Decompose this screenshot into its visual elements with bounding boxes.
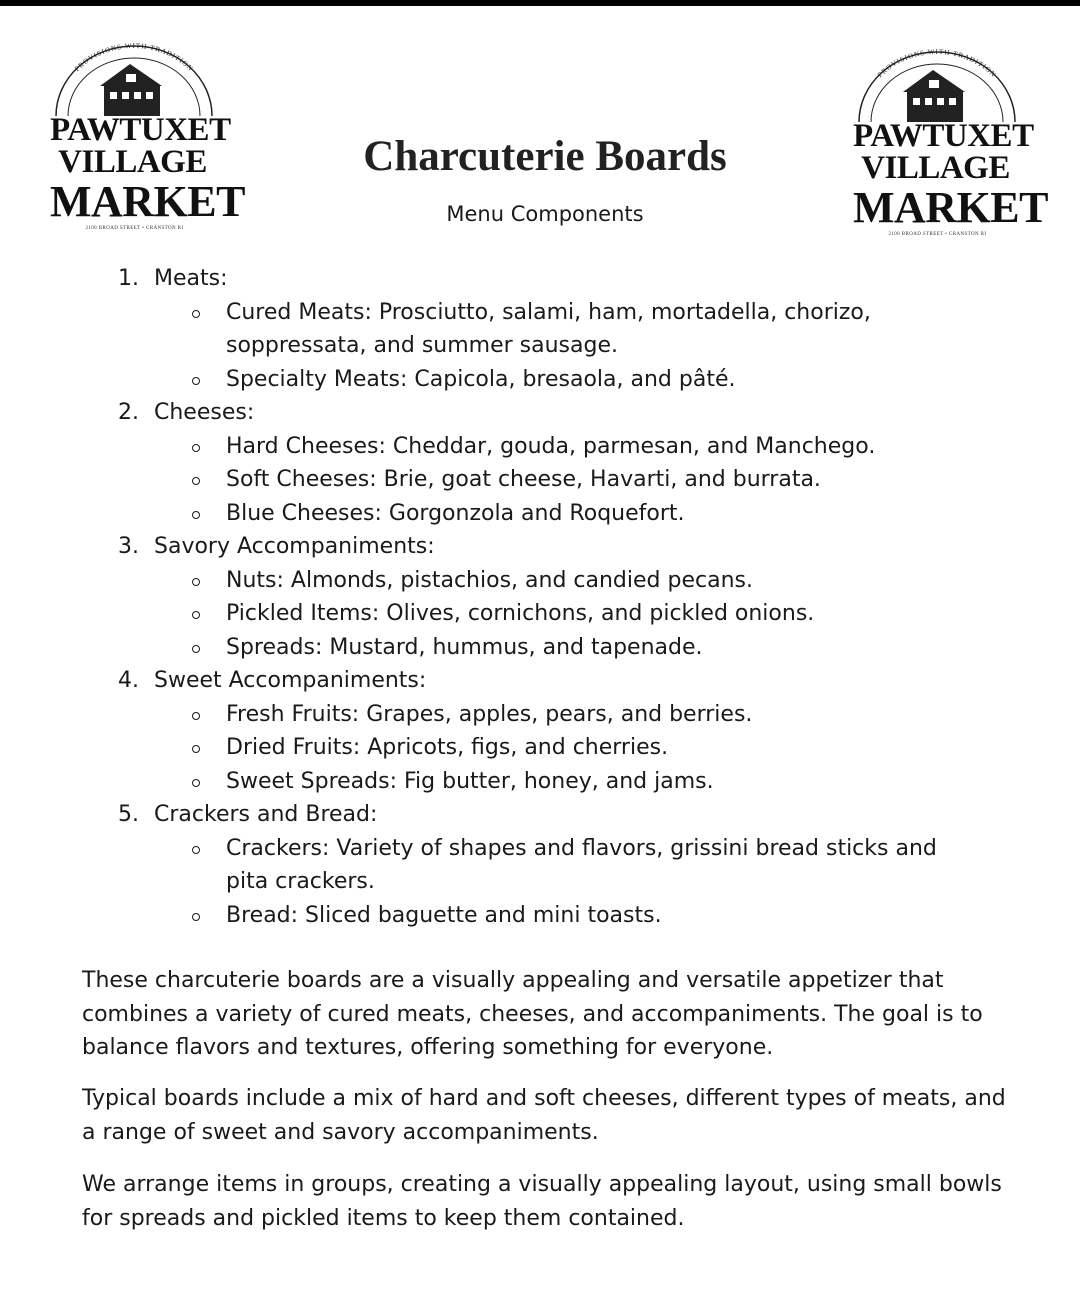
- category-name: Sweet Accompaniments:: [154, 668, 427, 693]
- page-title: Charcuterie Boards: [363, 133, 727, 180]
- category-name: Crackers and Bread:: [154, 802, 378, 827]
- item-description: : Fig butter, honey, and jams.: [389, 768, 714, 794]
- item-name: Sweet Spreads: [226, 768, 390, 794]
- svg-text:PROVISIONS WITH TRADITION: PROVISIONS WITH TRADITION: [73, 41, 195, 74]
- logo-word-3: MARKET: [853, 183, 1048, 232]
- item-description: : Almonds, pistachios, and candied pecans.: [276, 567, 753, 593]
- item-name: Blue Cheeses: [226, 500, 375, 526]
- item-description: : Sliced baguette and mini toasts.: [290, 902, 662, 928]
- hollow-bullet-icon: [192, 846, 200, 854]
- category-number: 2.: [118, 400, 139, 425]
- item-name: Cured Meats: [226, 299, 365, 325]
- menu-components-list: [118, 262, 1018, 932]
- hollow-bullet-icon: [192, 511, 200, 519]
- category-number: 3.: [118, 534, 139, 559]
- menu-item: [118, 463, 1018, 497]
- category-number: 1.: [118, 266, 139, 291]
- hollow-bullet-icon: [192, 712, 200, 720]
- item-name: Hard Cheeses: [226, 433, 379, 459]
- item-description: : Grapes, apples, pears, and berries.: [351, 701, 753, 727]
- logo-word-2: VILLAGE: [58, 144, 207, 180]
- logo-word-1: PAWTUXET: [50, 112, 231, 148]
- item-description: : Gorgonzola and Roquefort.: [374, 500, 685, 526]
- hollow-bullet-icon: [192, 477, 200, 485]
- menu-item: [118, 899, 1018, 933]
- hollow-bullet-icon: [192, 310, 200, 318]
- store-building-icon: [50, 38, 220, 118]
- menu-category: [118, 262, 1018, 296]
- item-name: Specialty Meats: [226, 366, 400, 392]
- description-paragraph: Typical boards include a mix of hard and soft cheeses, different types of meats, and a range of sweet and savory accompaniments.: [82, 1086, 1006, 1145]
- hollow-bullet-icon: [192, 611, 200, 619]
- hollow-bullet-icon: [192, 645, 200, 653]
- menu-item: [118, 363, 1018, 397]
- page-subtitle: Menu Components: [446, 202, 644, 226]
- item-description: : Prosciutto, salami, ham, mortadella, chorizo, soppressata, and summer sausage.: [226, 299, 871, 358]
- menu-category: [118, 664, 1018, 698]
- logo-word-1: PAWTUXET: [853, 118, 1034, 154]
- logo-address: 2100 BROAD STREET • CRANSTON RI: [888, 232, 987, 237]
- menu-category: [118, 396, 1018, 430]
- market-logo-left: [50, 38, 245, 238]
- item-name: Dried Fruits: [226, 735, 353, 760]
- menu-item: [118, 698, 1018, 732]
- category-number: 4.: [118, 668, 139, 693]
- top-border: [0, 0, 1080, 6]
- item-name: Bread: [226, 902, 291, 928]
- menu-item: [118, 296, 1018, 363]
- category-number: 5.: [118, 802, 139, 827]
- menu-category: [118, 798, 1018, 832]
- hollow-bullet-icon: [192, 745, 200, 753]
- menu-item: [118, 564, 1018, 598]
- menu-item: [118, 430, 1018, 464]
- item-name: Fresh Fruits: [226, 701, 352, 727]
- svg-text:PROVISIONS WITH TRADITION: PROVISIONS WITH TRADITION: [876, 47, 998, 80]
- description-paragraph: These charcuterie boards are a visually appealing and versatile appetizer that combines a variety of cured meats, cheeses, and accompaniments. The goal is to balance flavors and textures, offering something for everyone.: [82, 968, 983, 1060]
- menu-item: [118, 832, 1018, 899]
- hollow-bullet-icon: [192, 377, 200, 385]
- hollow-bullet-icon: [192, 779, 200, 787]
- item-description: : Mustard, hummus, and tapenade.: [314, 634, 703, 660]
- category-name: Meats:: [154, 266, 228, 291]
- item-description: : Olives, cornichons, and pickled onions.: [371, 601, 815, 626]
- item-name: Soft Cheeses: [226, 467, 370, 492]
- menu-category: [118, 530, 1018, 564]
- menu-item: [118, 765, 1018, 799]
- menu-item: [118, 631, 1018, 665]
- item-description: : Cheddar, gouda, parmesan, and Manchego.: [378, 433, 876, 459]
- item-name: Crackers: [226, 835, 322, 861]
- menu-item: [118, 497, 1018, 531]
- item-description: : Apricots, figs, and cherries.: [352, 735, 669, 760]
- category-name: Savory Accompaniments:: [154, 534, 435, 559]
- item-name: Spreads: [226, 634, 315, 660]
- hollow-bullet-icon: [192, 444, 200, 452]
- menu-item: [118, 731, 1018, 765]
- item-name: Nuts: [226, 567, 277, 593]
- item-description: : Variety of shapes and flavors, grissini bread sticks and pita crackers.: [226, 835, 937, 894]
- category-name: Cheeses:: [154, 400, 255, 425]
- menu-item: [118, 597, 1018, 631]
- logo-address: 2100 BROAD STREET • CRANSTON RI: [85, 226, 184, 231]
- logo-word-2: VILLAGE: [861, 150, 1010, 186]
- hollow-bullet-icon: [192, 578, 200, 586]
- market-logo-right: [853, 44, 1048, 244]
- item-description: : Capicola, bresaola, and pâté.: [400, 366, 736, 392]
- item-description: : Brie, goat cheese, Havarti, and burrata.: [369, 467, 821, 492]
- item-name: Pickled Items: [226, 601, 372, 626]
- store-building-icon: [853, 44, 1023, 124]
- hollow-bullet-icon: [192, 913, 200, 921]
- description-paragraph: We arrange items in groups, creating a visually appealing layout, using small bowls for spreads and pickled items to keep them contained.: [82, 1172, 1002, 1231]
- logo-word-3: MARKET: [50, 177, 245, 226]
